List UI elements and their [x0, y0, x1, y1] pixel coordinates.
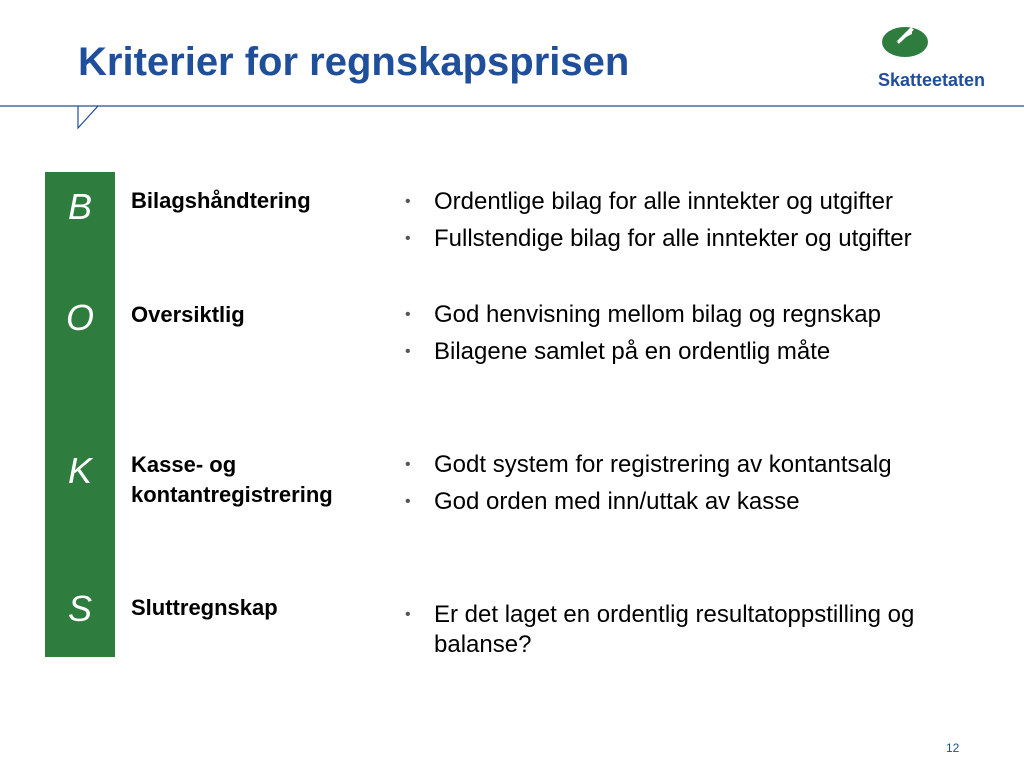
bullet-item [405, 337, 1015, 367]
leaf-icon [878, 20, 1018, 68]
criterion-kasse-line2: kontantregistrering [131, 482, 333, 507]
criterion-kasse [131, 450, 333, 510]
bullet-item [405, 487, 1015, 517]
letter-o: O [65, 297, 94, 338]
bullet-icon: • [405, 343, 411, 360]
bullet-item [405, 300, 1015, 330]
bullet-list-oversiktlig [405, 300, 1015, 374]
bullet-text: God henvisning mellom bilag og regnskap [434, 301, 881, 328]
bullet-text: Ordentlige bilag for alle inntekter og utgifter [434, 188, 893, 215]
criterion-oversiktlig: Oversiktlig [131, 302, 245, 327]
bullet-icon: • [405, 456, 411, 473]
bullet-icon: • [405, 193, 411, 210]
bullet-list-bilag [405, 187, 1015, 261]
header-divider [0, 100, 1024, 140]
letter-s: S [67, 588, 92, 629]
bullet-text: God orden med inn/uttak av kasse [434, 488, 800, 515]
slide-title: Kriterier for regnskapsprisen [78, 40, 630, 84]
skatteetaten-logo [878, 20, 1018, 95]
criterion-sluttregnskap: Sluttregnskap [131, 595, 278, 620]
bullet-text: Er det laget en ordentlig resultatoppstilling og balanse? [434, 601, 915, 658]
letter-b: B [67, 186, 92, 227]
bullet-item [405, 224, 1015, 254]
bullet-text: Bilagene samlet på en ordentlig måte [434, 338, 831, 365]
bullet-icon: • [405, 606, 411, 623]
bullet-item [405, 187, 1015, 217]
bullet-list-kasse [405, 450, 1015, 524]
logo-text: Skatteetaten [878, 70, 986, 90]
bullet-text: Fullstendige bilag for alle inntekter og utgifter [434, 225, 912, 252]
boks-letter-column [45, 172, 115, 657]
bullet-list-sluttregnskap [405, 600, 975, 667]
bullet-icon: • [405, 230, 411, 247]
bullet-icon: • [405, 493, 411, 510]
bullet-text: Godt system for registrering av kontantsalg [434, 451, 892, 478]
bullet-icon: • [405, 306, 411, 323]
page-number: 12 [946, 741, 960, 755]
bullet-item [405, 450, 1015, 480]
criterion-kasse-line1: Kasse- og [131, 452, 237, 477]
bullet-item [405, 600, 975, 660]
criterion-bilagshandtering: Bilagshåndtering [131, 188, 311, 213]
letter-k: K [67, 450, 92, 491]
